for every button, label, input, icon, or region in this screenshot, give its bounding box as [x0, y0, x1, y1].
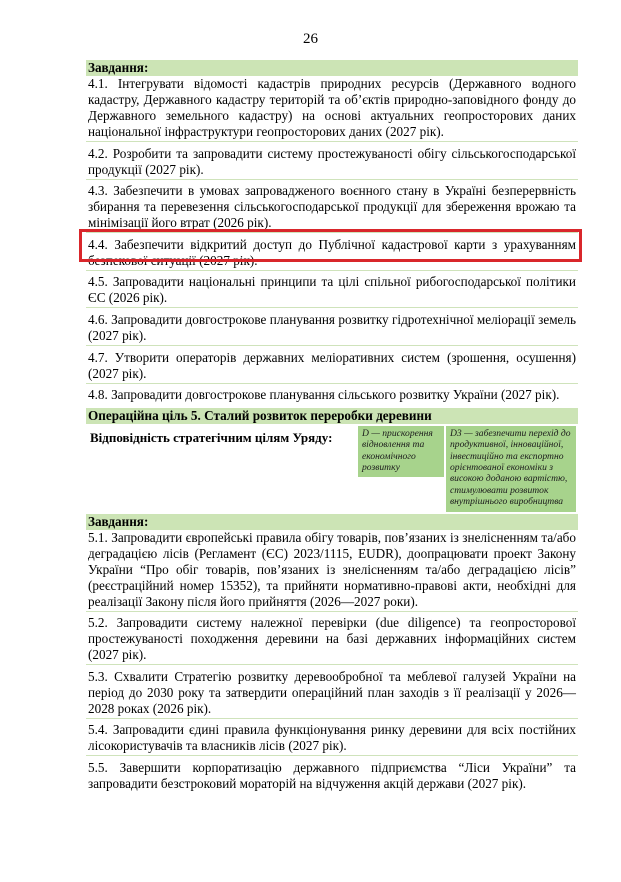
task-5-4: 5.4. Запровадити єдині правила функціонування ринку деревини для всіх постійних лісокористувачів та власників лісів (2027 рік).	[86, 722, 578, 756]
task-5-1: 5.1. Запровадити європейські правила обігу товарів, пов’язаних із знелісненням та/або деградацією лісів (Регламент (ЄС) 2023/1115, EUDR), доопрацювати проект Закону України “Про обіг товарів, пов’язаних із знелісненням та/або деградацією лісів” (реєстраційний номер 15352), та прийняти нормативно-правові акти, необхідні для реалізації Закону після його прийняття (2026—2027 роки).	[86, 530, 578, 612]
tasks-heading-1: Завдання:	[86, 60, 578, 76]
task-4-7: 4.7. Утворити операторів державних меліоративних систем (зрошення, осушення) (2027 рік).	[86, 350, 578, 384]
alignment-label: Відповідність стратегічним цілям Уряду:	[90, 429, 333, 445]
task-5-2: 5.2. Запровадити систему належної перевірки (due diligence) та геопросторової простежуваності походження деревини на базі державних інформаційних систем (2027 рік).	[86, 615, 578, 665]
task-4-3: 4.3. Забезпечити в умовах запровадженого воєнного стану в Україні безперервність збирання та перевезення сільськогосподарської продукції для збереження врожаю та мінімізації його втрат (2026 рік).	[86, 183, 578, 233]
document-content	[86, 60, 578, 797]
highlight-box-task-4-4	[79, 229, 582, 262]
task-4-1: 4.1. Інтегрувати відомості кадастрів природних ресурсів (Державного водного кадастру, Державного кадастру територій та об’єктів природно-заповідного фонду до Державного земельного кадастру) на основі актуальних геопросторових даних національної інфраструктури геопросторових даних (2027 рік).	[86, 76, 578, 142]
page-number: 26	[303, 31, 318, 47]
task-4-8: 4.8. Запровадити довгострокове планування сільського розвитку України (2027 рік).	[88, 387, 560, 403]
operational-goal-title: Операційна ціль 5. Сталий розвиток переробки деревини	[86, 408, 578, 424]
tasks-heading-2: Завдання:	[86, 514, 578, 530]
alignment-cell-d3: D3 — забезпечити перехід до продуктивної, інноваційної, інвестиційно та експортно орієнтованої економіки з високою доданою вартістю, стимулювати розвиток внутрішнього виробництва	[446, 426, 576, 512]
task-4-2: 4.2. Розробити та запровадити систему простежуваності обігу сільськогосподарської продукції (2027 рік).	[86, 146, 578, 180]
strategic-alignment-row	[86, 426, 578, 512]
task-5-3: 5.3. Схвалити Стратегію розвитку деревообробної та меблевої галузей України на період до 2030 року та затвердити операційний план заходів з її реалізації у 2026—2028 роках (2026 рік).	[86, 669, 578, 719]
task-4-4: 4.4. Забезпечити відкритий доступ до Публічної кадастрової карти з урахуванням безпекової ситуації (2027 рік).	[86, 237, 578, 271]
task-5-5: 5.5. Завершити корпоратизацію державного підприємства “Ліси України” та запровадити безстроковий мораторій на відчуження акцій держави (2027 рік).	[88, 759, 576, 791]
task-4-5: 4.5. Запровадити національні принципи та цілі спільної рибогосподарської політики ЄС (2026 рік).	[86, 274, 578, 308]
task-4-6: 4.6. Запровадити довгострокове планування розвитку гідротехнічної меліорації земель (2027 рік).	[86, 312, 578, 346]
alignment-cell-d: D — прискорення відновлення та економічного розвитку	[358, 426, 444, 478]
